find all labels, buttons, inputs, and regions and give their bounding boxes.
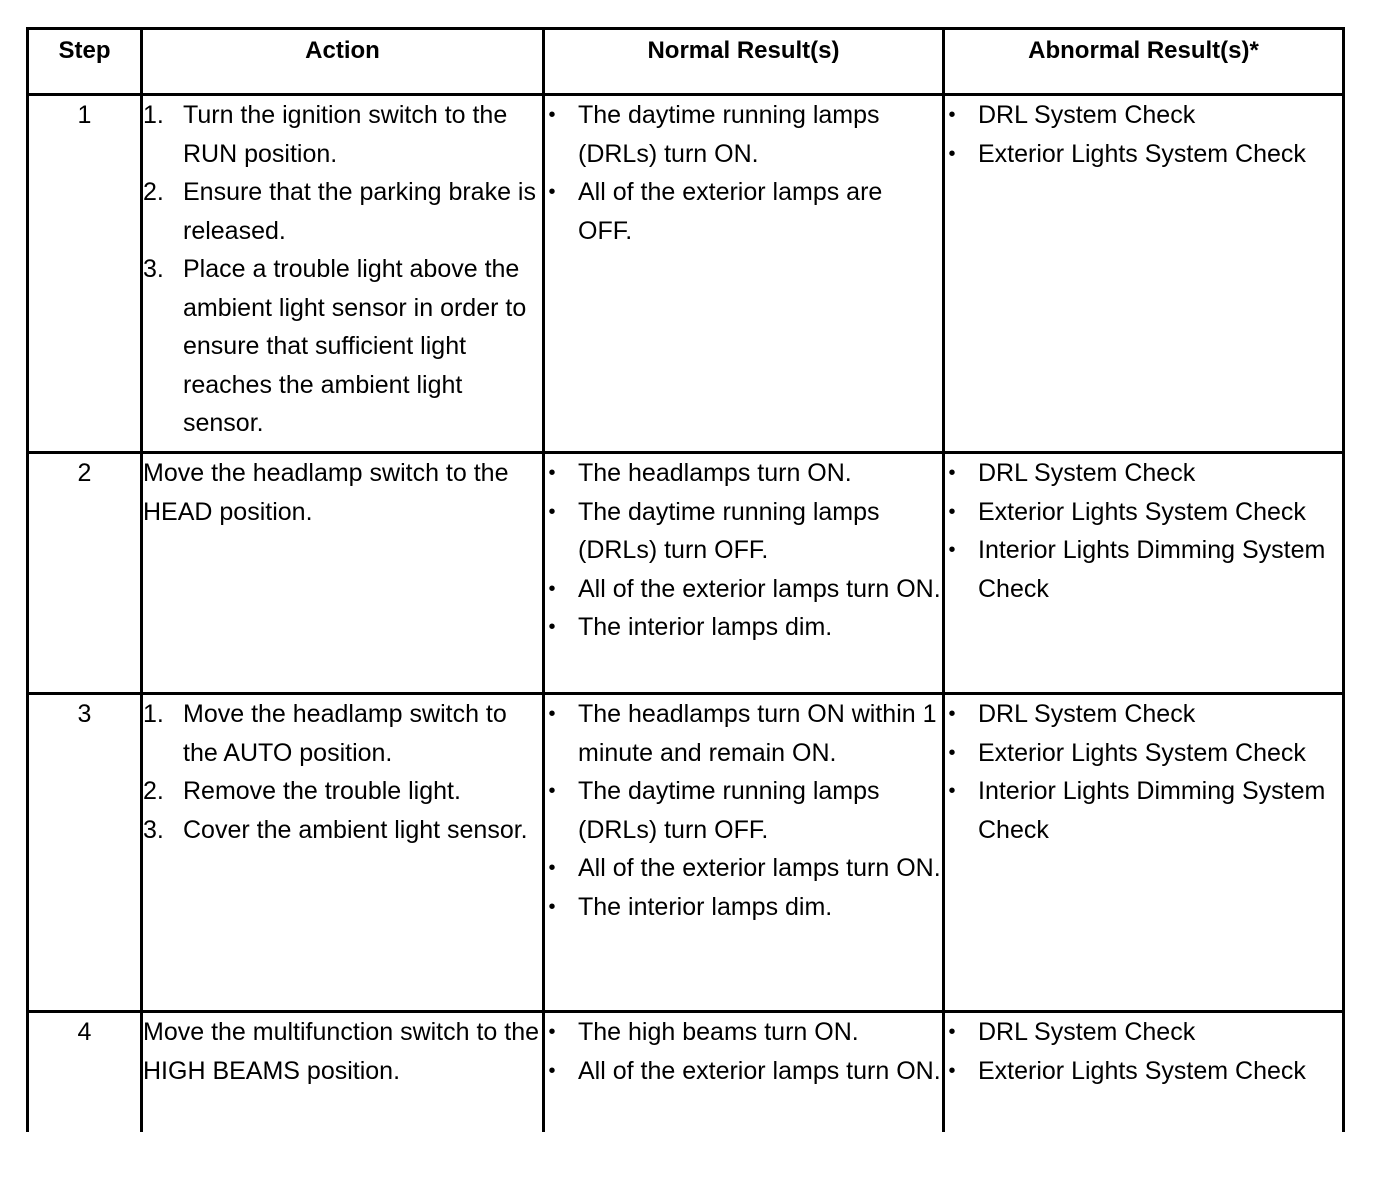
normal-result-text: The daytime running lamps (DRLs) turn OFF. <box>578 497 880 564</box>
list-item <box>945 1052 1342 1091</box>
header-step: Step <box>28 29 142 95</box>
abnormal-result-text: Exterior Lights System Check <box>978 1056 1306 1085</box>
header-abnormal-results: Abnormal Result(s)* <box>944 29 1344 95</box>
diagnostic-table <box>26 27 1345 1132</box>
bullet-icon: • <box>548 703 556 725</box>
normal-result-text: The headlamps turn ON. <box>578 459 852 487</box>
list-item <box>545 849 942 888</box>
action-step-text: Turn the ignition switch to the RUN position. <box>183 101 508 168</box>
list-item <box>545 888 942 927</box>
action-text: Move the multifunction switch to the HIGH BEAMS position. <box>143 1018 540 1085</box>
abnormal-results-list <box>945 96 1342 173</box>
normal-result-text: All of the exterior lamps turn ON. <box>578 1056 941 1085</box>
action-step <box>143 811 542 850</box>
normal-result-text: All of the exterior lamps turn ON. <box>578 574 941 603</box>
step-number: 3 <box>28 694 142 1012</box>
list-item <box>545 772 942 849</box>
normal-result-text: The daytime running lamps (DRLs) turn ON. <box>578 101 880 168</box>
action-step-number: 1. <box>143 700 164 728</box>
bullet-icon: • <box>548 857 556 879</box>
action-step <box>143 173 542 250</box>
list-item <box>545 454 942 493</box>
normal-result-text: The daytime running lamps (DRLs) turn OFF. <box>578 777 880 844</box>
abnormal-results-list <box>945 695 1342 849</box>
step-number: 2 <box>28 453 142 694</box>
abnormal-results-cell <box>944 453 1344 694</box>
action-step-number: 1. <box>143 101 164 129</box>
action-cell <box>142 1012 544 1132</box>
bullet-icon: • <box>548 1059 556 1082</box>
action-step <box>143 96 542 173</box>
table-header <box>28 29 1344 95</box>
step-number: 1 <box>28 95 142 453</box>
list-item <box>945 135 1342 174</box>
action-step-number: 2. <box>143 777 164 805</box>
header-row <box>28 29 1344 95</box>
bullet-icon: • <box>948 1059 956 1082</box>
abnormal-result-text: DRL System Check <box>978 1018 1196 1046</box>
bullet-icon: • <box>548 181 556 203</box>
action-step-text: Remove the trouble light. <box>183 777 461 805</box>
bullet-icon: • <box>548 895 556 918</box>
bullet-icon: • <box>948 500 956 523</box>
header-action: Action <box>142 29 544 95</box>
normal-results-list <box>545 1013 942 1090</box>
abnormal-result-text: DRL System Check <box>978 459 1196 487</box>
list-item <box>945 734 1342 773</box>
abnormal-results-cell <box>944 694 1344 1012</box>
bullet-icon: • <box>548 1021 556 1043</box>
normal-result-text: All of the exterior lamps turn ON. <box>578 854 941 882</box>
action-cell <box>142 694 544 1012</box>
action-step-text: Place a trouble light above the ambient light sensor in order to ensure that sufficient light reaches the ambient light sensor. <box>183 255 527 437</box>
action-steps <box>143 96 542 443</box>
list-item <box>945 531 1342 608</box>
action-text: Move the headlamp switch to the HEAD position. <box>143 459 509 526</box>
bullet-icon: • <box>948 741 956 764</box>
abnormal-results-list <box>945 1013 1342 1090</box>
action-step-text: Ensure that the parking brake is released. <box>183 178 536 245</box>
abnormal-result-text: DRL System Check <box>978 101 1196 129</box>
action-cell <box>142 453 544 694</box>
list-item <box>545 570 942 609</box>
list-item <box>545 695 942 772</box>
abnormal-result-text: Interior Lights Dimming System Check <box>978 777 1326 844</box>
bullet-icon: • <box>548 104 556 126</box>
bullet-icon: • <box>548 462 556 484</box>
list-item <box>945 96 1342 135</box>
normal-results-list <box>545 454 942 647</box>
abnormal-results-cell <box>944 95 1344 453</box>
bullet-icon: • <box>548 577 556 600</box>
list-item <box>945 1013 1342 1052</box>
normal-results-list <box>545 695 942 926</box>
abnormal-result-text: Exterior Lights System Check <box>978 738 1306 767</box>
action-step-number: 3. <box>143 255 164 283</box>
list-item <box>945 454 1342 493</box>
action-step-text: Move the headlamp switch to the AUTO position. <box>183 700 507 767</box>
action-step-number: 3. <box>143 815 164 844</box>
list-item <box>945 695 1342 734</box>
abnormal-result-text: Exterior Lights System Check <box>978 497 1306 526</box>
abnormal-results-cell <box>944 1012 1344 1132</box>
normal-results-cell <box>544 1012 944 1132</box>
action-step-number: 2. <box>143 178 164 206</box>
bullet-icon: • <box>548 616 556 638</box>
table-row <box>28 95 1344 453</box>
header-normal-results: Normal Result(s) <box>544 29 944 95</box>
normal-result-text: The interior lamps dim. <box>578 613 833 641</box>
list-item <box>545 608 942 647</box>
table-row <box>28 1012 1344 1132</box>
list-item <box>545 1013 942 1052</box>
list-item <box>545 96 942 173</box>
normal-results-cell <box>544 694 944 1012</box>
action-step <box>143 250 542 443</box>
list-item <box>945 493 1342 532</box>
abnormal-result-text: Interior Lights Dimming System Check <box>978 536 1326 603</box>
normal-results-cell <box>544 95 944 453</box>
bullet-icon: • <box>948 104 956 126</box>
abnormal-result-text: Exterior Lights System Check <box>978 139 1306 168</box>
bullet-icon: • <box>948 539 956 561</box>
normal-results-list <box>545 96 942 250</box>
table-row <box>28 694 1344 1012</box>
normal-result-text: The high beams turn ON. <box>578 1018 859 1046</box>
step-number: 4 <box>28 1012 142 1132</box>
bullet-icon: • <box>548 500 556 523</box>
bullet-icon: • <box>548 780 556 802</box>
normal-result-text: The headlamps turn ON within 1 minute and remain ON. <box>578 700 937 767</box>
bullet-icon: • <box>948 142 956 165</box>
list-item <box>545 493 942 570</box>
normal-results-cell <box>544 453 944 694</box>
abnormal-results-list <box>945 454 1342 608</box>
table-row <box>28 453 1344 694</box>
list-item <box>945 772 1342 849</box>
action-step-text: Cover the ambient light sensor. <box>183 815 528 844</box>
list-item <box>545 1052 942 1091</box>
action-step <box>143 772 542 811</box>
action-step <box>143 695 542 772</box>
normal-result-text: The interior lamps dim. <box>578 892 833 921</box>
list-item <box>545 173 942 250</box>
bullet-icon: • <box>948 780 956 802</box>
normal-result-text: All of the exterior lamps are OFF. <box>578 178 883 245</box>
action-steps <box>143 695 542 849</box>
bullet-icon: • <box>948 462 956 484</box>
action-cell <box>142 95 544 453</box>
abnormal-result-text: DRL System Check <box>978 700 1196 728</box>
bullet-icon: • <box>948 1021 956 1043</box>
bullet-icon: • <box>948 703 956 725</box>
